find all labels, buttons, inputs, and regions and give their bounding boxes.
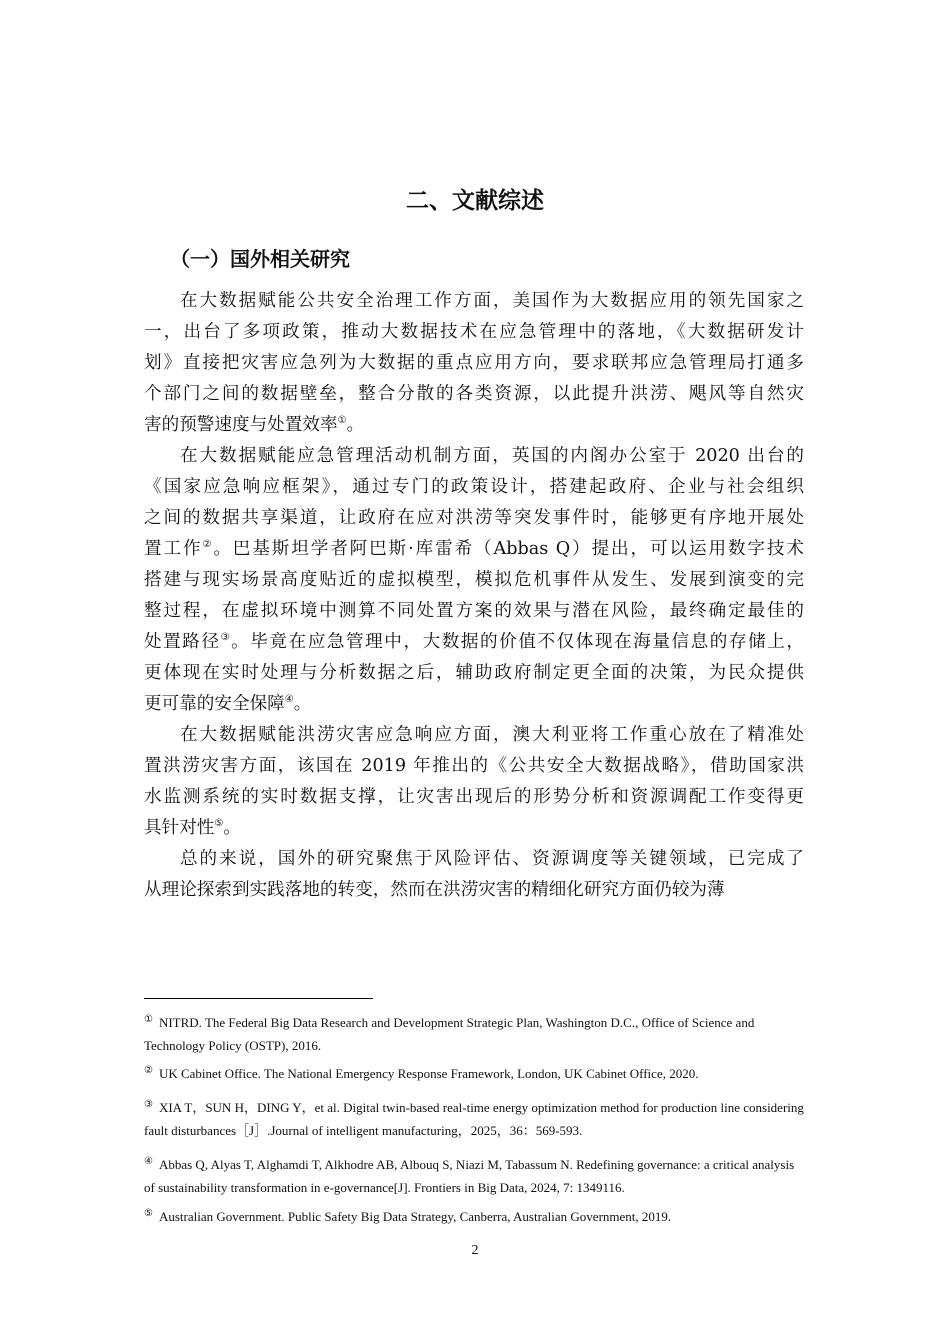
footnote-ref: ⑤ <box>214 818 224 830</box>
footnote-2: ② UK Cabinet Office. The National Emergency Response Framework, London, UK Cabinet Office, 2020. <box>144 1064 699 1081</box>
footnote-separator <box>144 998 373 999</box>
footnote-1: ① NITRD. The Federal Big Data Research and Development Strategic Plan, Washington D.C., Office of Science and Technology Policy (OSTP), 2016. <box>144 1013 755 1053</box>
paragraph-line: 搭建与现实场景高度贴近的虚拟模型，模拟危机事件从发生、发展到演变的完 <box>144 570 804 590</box>
paragraph-line: 更可靠的安全保障④。 <box>144 694 312 714</box>
footnote-ref: ① <box>337 415 347 427</box>
paragraph-line: 具针对性⑤。 <box>144 818 241 838</box>
paragraph-line: 在大数据赋能公共安全治理工作方面，美国作为大数据应用的领先国家之 <box>180 291 804 311</box>
paragraph-line: 《国家应急响应框架》，通过专门的政策设计，搭建起政府、企业与社会组织 <box>144 477 804 497</box>
section-title: （一）国外相关研究 <box>170 247 350 271</box>
footnote-5: ⑤ Australian Government. Public Safety Big Data Strategy, Canberra, Australian Government, 2019. <box>144 1207 672 1224</box>
paragraph-line: 置洪涝灾害方面，该国在 2019 年推出的《公共安全大数据战略》，借助国家洪 <box>144 756 804 776</box>
footnote-ref: ② <box>202 539 214 551</box>
paragraph-line: 置工作②。巴基斯坦学者阿巴斯·库雷希（Abbas Q）提出，可以运用数字技术 <box>144 539 804 559</box>
paragraph-line: 一，出台了多项政策，推动大数据技术在应急管理中的落地，《大数据研发计 <box>144 322 804 342</box>
footnote-3: ③ XIA T，SUN H，DING Y，et al. Digital twin-based real-time energy optimization method for production line considering fault disturbances［J］.Journal of intelligent manufacturing，2025，36：569-593. <box>144 1098 804 1138</box>
paragraph-line: 整过程，在虚拟环境中测算不同处置方案的效果与潜在风险，最终确定最佳的 <box>144 601 804 621</box>
paragraph-line: 从理论探索到实践落地的转变，然而在洪涝灾害的精细化研究方面仍较为薄 <box>144 880 725 900</box>
paragraph-line: 更体现在实时处理与分析数据之后，辅助政府制定更全面的决策，为民众提供 <box>144 663 804 683</box>
footnote-4: ④ Abbas Q, Alyas T, Alghamdi T, Alkhodre AB, Albouq S, Niazi M, Tabassum N. Redefining governance: a critical analysis of sustainability transformation in e-governance[J]. Frontiers in Big Data, 2024, 7: 1349116. <box>144 1155 795 1195</box>
paragraph-line: 划》直接把灾害应急列为大数据的重点应用方向，要求联邦应急管理局打通多 <box>144 353 804 373</box>
footnote-ref: ④ <box>284 694 294 706</box>
paragraph-line: 害的预警速度与处置效率①。 <box>144 415 365 435</box>
paragraph-line: 处置路径③。毕竟在应急管理中，大数据的价值不仅体现在海量信息的存储上， <box>144 632 804 652</box>
chapter-title: 二、文献综述 <box>406 188 544 214</box>
paragraph-line: 水监测系统的实时数据支撑，让灾害出现后的形势分析和资源调配工作变得更 <box>144 787 804 807</box>
footnote-ref: ③ <box>220 632 232 644</box>
paragraph-line: 在大数据赋能洪涝灾害应急响应方面，澳大利亚将工作重心放在了精准处 <box>180 725 804 745</box>
paragraph-line: 个部门之间的数据壁垒，整合分散的各类资源，以此提升洪涝、飓风等自然灾 <box>144 384 804 404</box>
paragraph-line: 之间的数据共享渠道，让政府在应对洪涝等突发事件时，能够更有序地开展处 <box>144 508 804 528</box>
body-text <box>144 286 804 906</box>
page-number: 2 <box>471 1243 479 1258</box>
paragraph-line: 在大数据赋能应急管理活动机制方面，英国的内阁办公室于 2020 出台的 <box>180 446 804 466</box>
paragraph-line: 总的来说，国外的研究聚焦于风险评估、资源调度等关键领域，已完成了 <box>180 849 804 869</box>
